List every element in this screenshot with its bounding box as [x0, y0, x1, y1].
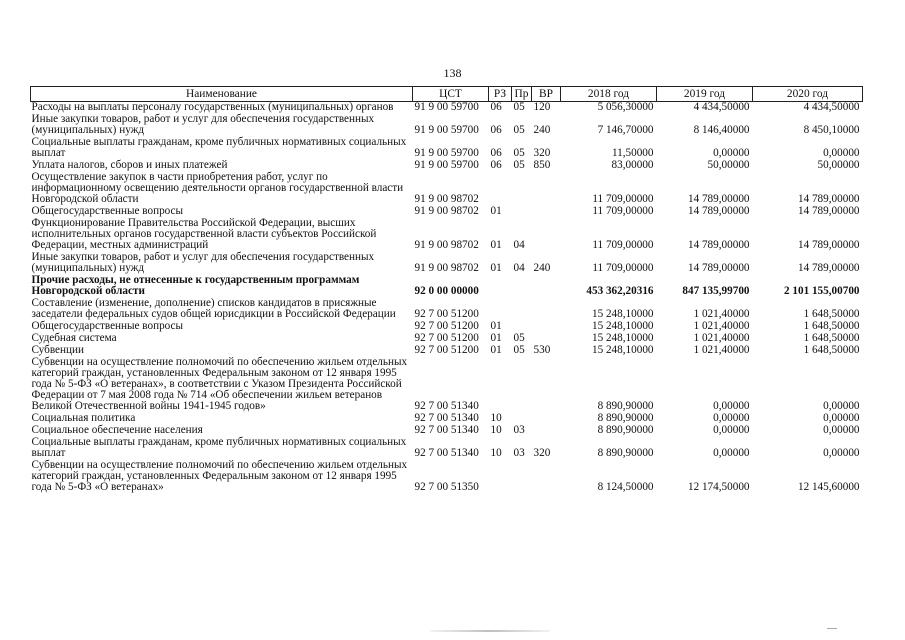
cell-2020: 0,00000 — [823, 412, 860, 424]
cell-2018: 8 890,90000 — [597, 447, 654, 459]
cell-pr — [512, 172, 532, 206]
budget-table — [30, 86, 863, 494]
cell-rz: 06 — [490, 159, 502, 171]
cell-2018: 5 056,30000 — [597, 101, 654, 113]
cell-vr: 530 — [533, 344, 551, 356]
cell-pr: 05 — [513, 147, 525, 159]
cell-name: Уплата налогов, сборов и иных платежей — [31, 159, 228, 171]
cell-cst: 91 9 00 59700 — [414, 159, 479, 171]
cell-2019: 0,00000 — [713, 147, 750, 159]
cell-2020: 8 450,10000 — [803, 124, 860, 136]
table-row — [31, 298, 863, 321]
cell-cst: 91 9 00 98702 — [414, 239, 479, 251]
cell-2018: 453 362,20316 — [586, 285, 654, 297]
cell-2019: 0,00000 — [713, 400, 750, 412]
header-2019: 2019 год — [657, 87, 753, 102]
cell-vr: 240 — [533, 262, 551, 274]
cell-2019: 0,00000 — [713, 447, 750, 459]
cell-2020: 1 648,50000 — [803, 344, 860, 356]
cell-vr — [532, 298, 561, 321]
cell-2019: 0,00000 — [713, 424, 750, 436]
cell-2019: 50,00000 — [707, 159, 750, 171]
cell-vr: 320 — [533, 147, 551, 159]
cell-pr — [512, 298, 532, 321]
cell-2019: 14 789,00000 — [687, 239, 750, 251]
table-row — [31, 357, 863, 413]
cell-name: Иные закупки товаров, работ и услуг для обеспечения государственных (муниципальных) нужд — [31, 113, 375, 136]
cell-2018: 8 890,90000 — [597, 424, 654, 436]
cell-rz — [489, 460, 512, 494]
cell-2019: 1 021,40000 — [693, 332, 750, 344]
cell-rz: 06 — [490, 147, 502, 159]
cell-cst: 92 7 00 51200 — [414, 308, 479, 320]
cell-pr — [512, 206, 532, 218]
cell-2020: 14 789,00000 — [797, 193, 860, 205]
cell-pr: 03 — [513, 424, 525, 436]
table-row — [31, 114, 863, 137]
cell-2018: 11 709,00000 — [592, 262, 654, 274]
cell-vr — [532, 413, 561, 425]
table-body — [31, 102, 863, 495]
table-header-row — [31, 87, 863, 102]
cell-2020: 0,00000 — [823, 447, 860, 459]
cell-2020: 14 789,00000 — [797, 205, 860, 217]
cell-vr — [532, 460, 561, 494]
cell-name: Общегосударственные вопросы — [31, 320, 184, 332]
cell-2018: 15 248,10000 — [591, 344, 654, 356]
cell-pr: 05 — [513, 101, 525, 113]
cell-name: Осуществление закупок в части приобретения работ, услуг по информационному освещению деятельности органов государственной власти Новгородской области — [31, 171, 404, 205]
cell-2019: 14 789,00000 — [687, 262, 750, 274]
cell-2020: 0,00000 — [823, 147, 860, 159]
header-cst: ЦСТ — [413, 87, 489, 102]
cell-name: Общегосударственные вопросы — [31, 205, 184, 217]
cell-2018: 15 248,10000 — [591, 308, 654, 320]
cell-2020: 1 648,50000 — [803, 332, 860, 344]
cell-name: Судебная система — [31, 332, 117, 344]
cell-name: Социальные выплаты гражданам, кроме публичных нормативных социальных выплат — [31, 436, 407, 459]
scan-mark — [827, 628, 837, 635]
cell-2018: 8 890,90000 — [597, 412, 654, 424]
cell-2019: 847 135,99700 — [682, 285, 750, 297]
cell-2020: 0,00000 — [823, 400, 860, 412]
cell-name: Составление (изменение, дополнение) списков кандидатов в присяжные заседатели федеральных судов общей юрисдикции в Российской Федерации — [31, 297, 396, 320]
cell-pr — [512, 460, 532, 494]
cell-vr — [532, 321, 561, 333]
cell-cst: 91 9 00 98702 — [414, 262, 479, 274]
cell-2019: 1 021,40000 — [693, 320, 750, 332]
cell-vr — [532, 357, 561, 413]
cell-2019: 14 789,00000 — [687, 193, 750, 205]
header-rz: РЗ — [489, 87, 512, 102]
cell-2019: 1 021,40000 — [693, 308, 750, 320]
cell-vr — [532, 425, 561, 437]
cell-rz: 01 — [490, 344, 502, 356]
cell-2018: 15 248,10000 — [591, 332, 654, 344]
cell-rz: 01 — [490, 332, 502, 344]
cell-2018: 11 709,00000 — [592, 239, 654, 251]
cell-pr: 05 — [513, 332, 525, 344]
cell-name: Функционирование Правительства Российской Федерации, высших исполнительных органов государственной власти субъектов Российской Федерации, местных администраций — [31, 217, 377, 251]
page-number: 138 — [443, 66, 462, 80]
cell-cst: 92 7 00 51200 — [414, 320, 479, 332]
cell-rz: 01 — [490, 320, 502, 332]
cell-name: Прочие расходы, не отнесенные к государственным программам Новгородской области — [31, 274, 360, 297]
cell-cst: 91 9 00 98702 — [414, 193, 479, 205]
header-pr: Пр — [512, 87, 532, 102]
cell-cst: 91 9 00 98702 — [414, 205, 479, 217]
cell-2020: 14 789,00000 — [797, 239, 860, 251]
header-2018: 2018 год — [561, 87, 657, 102]
cell-cst: 92 7 00 51340 — [414, 447, 479, 459]
cell-name: Субвенции на осуществление полномочий по обеспечению жильем отдельных категорий граждан, установленных Федеральным законом от 12 января 1995 года № 5-ФЗ «О ветеранах» — [31, 459, 408, 493]
cell-2018: 8 890,90000 — [597, 400, 654, 412]
table-row — [31, 172, 863, 206]
cell-cst: 92 7 00 51340 — [414, 412, 479, 424]
cell-2020: 4 434,50000 — [803, 101, 860, 113]
header-vr: ВР — [532, 87, 561, 102]
cell-vr: 320 — [533, 447, 551, 459]
cell-name: Расходы на выплаты персоналу государственных (муниципальных) органов — [31, 101, 394, 113]
cell-cst: 92 0 00 00000 — [414, 285, 479, 297]
cell-cst: 92 7 00 51350 — [414, 481, 479, 493]
cell-vr: 850 — [533, 159, 551, 171]
cell-vr — [532, 218, 561, 252]
cell-pr: 03 — [513, 447, 525, 459]
cell-2019: 0,00000 — [713, 412, 750, 424]
cell-2018: 11 709,00000 — [592, 205, 654, 217]
cell-rz: 01 — [490, 262, 502, 274]
cell-name: Субвенции на осуществление полномочий по обеспечению жильем отдельных категорий граждан, установленных Федеральным законом от 12 января 1995 года № 5-ФЗ «О ветеранах», в соответствии с Указом Президента Российской Федерации от 7 мая 2008 года № 714 «Об обеспечении жильем ветеранов Великой Отечественной войны 1941-1945 годов» — [31, 356, 408, 412]
cell-pr: 04 — [513, 239, 525, 251]
scan-smudge — [430, 630, 550, 632]
cell-vr — [532, 206, 561, 218]
cell-cst: 91 9 00 59700 — [414, 147, 479, 159]
cell-2018: 83,00000 — [611, 159, 654, 171]
cell-rz: 10 — [490, 447, 502, 459]
cell-2020: 0,00000 — [823, 424, 860, 436]
table-row — [31, 137, 863, 160]
cell-name: Иные закупки товаров, работ и услуг для обеспечения государственных (муниципальных) нужд — [31, 251, 375, 274]
cell-cst: 91 9 00 59700 — [414, 124, 479, 136]
cell-rz: 01 — [490, 239, 502, 251]
cell-2019: 1 021,40000 — [693, 344, 750, 356]
cell-rz — [489, 357, 512, 413]
cell-vr — [532, 172, 561, 206]
cell-rz — [489, 275, 512, 298]
cell-2019: 8 146,40000 — [693, 124, 750, 136]
cell-rz: 06 — [490, 101, 502, 113]
cell-2020: 14 789,00000 — [797, 262, 860, 274]
table-row — [31, 218, 863, 252]
cell-rz — [489, 298, 512, 321]
cell-vr: 240 — [533, 124, 551, 136]
cell-2019: 4 434,50000 — [693, 101, 750, 113]
cell-name: Социальная политика — [31, 412, 136, 424]
cell-2020: 2 101 155,00700 — [783, 285, 860, 297]
cell-2020: 50,00000 — [817, 159, 860, 171]
table-row — [31, 437, 863, 460]
cell-pr: 04 — [513, 262, 525, 274]
cell-2020: 1 648,50000 — [803, 320, 860, 332]
cell-name: Социальное обеспечение населения — [31, 424, 203, 436]
table-row — [31, 460, 863, 494]
cell-2018: 7 146,70000 — [597, 124, 654, 136]
cell-vr: 120 — [533, 101, 551, 113]
cell-rz: 01 — [490, 205, 502, 217]
cell-2018: 15 248,10000 — [591, 320, 654, 332]
cell-rz: 10 — [490, 412, 502, 424]
table-row — [31, 275, 863, 298]
cell-cst: 92 7 00 51200 — [414, 332, 479, 344]
cell-cst: 91 9 00 59700 — [414, 101, 479, 113]
cell-cst: 92 7 00 51340 — [414, 424, 479, 436]
cell-pr — [512, 275, 532, 298]
cell-vr — [532, 275, 561, 298]
cell-2018: 8 124,50000 — [597, 481, 654, 493]
cell-rz — [489, 172, 512, 206]
cell-2018: 11 709,00000 — [592, 193, 654, 205]
cell-pr — [512, 357, 532, 413]
cell-pr: 05 — [513, 124, 525, 136]
cell-name: Субвенции — [31, 344, 84, 356]
cell-rz: 06 — [490, 124, 502, 136]
cell-cst: 92 7 00 51200 — [414, 344, 479, 356]
cell-2019: 14 789,00000 — [687, 205, 750, 217]
header-name: Наименование — [31, 87, 413, 102]
cell-2019: 12 174,50000 — [687, 481, 750, 493]
cell-2018: 11,50000 — [611, 147, 654, 159]
cell-2020: 1 648,50000 — [803, 308, 860, 320]
cell-pr: 05 — [513, 159, 525, 171]
cell-cst: 92 7 00 51340 — [414, 400, 479, 412]
cell-rz: 10 — [490, 424, 502, 436]
cell-2020: 12 145,60000 — [797, 481, 860, 493]
table-row — [31, 252, 863, 275]
cell-pr: 05 — [513, 344, 525, 356]
cell-name: Социальные выплаты гражданам, кроме публичных нормативных социальных выплат — [31, 136, 407, 159]
header-2020: 2020 год — [753, 87, 863, 102]
